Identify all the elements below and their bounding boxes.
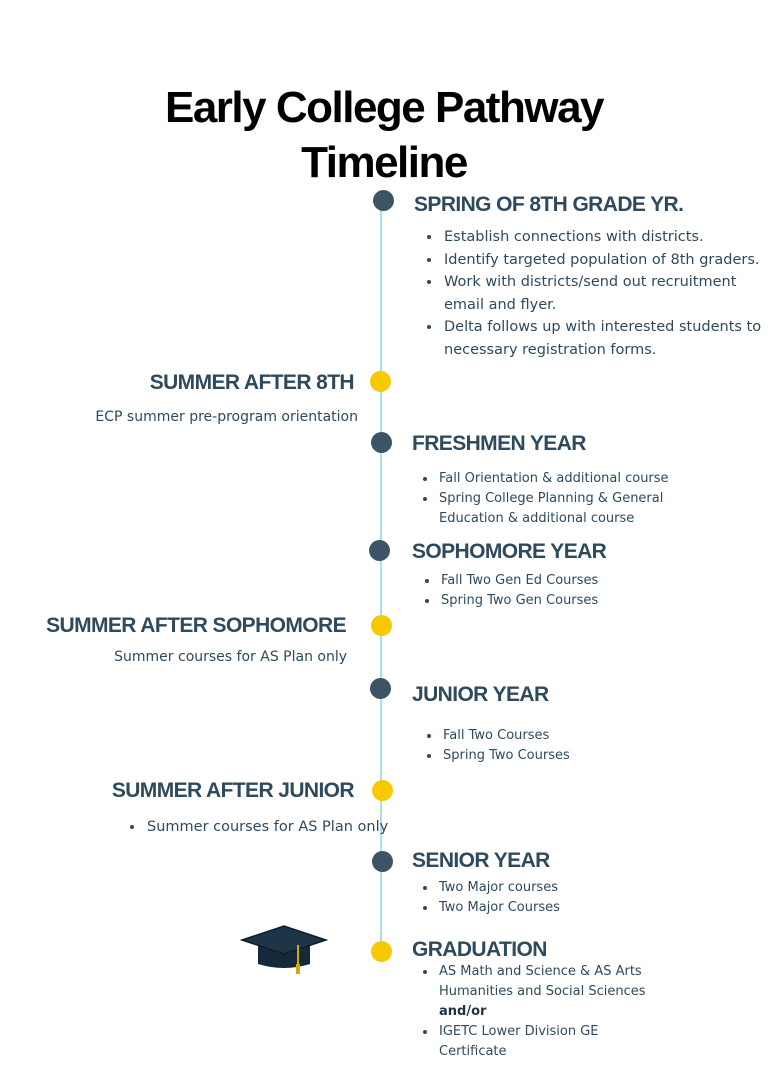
- list-spring8: [424, 226, 762, 361]
- and-or-label: [437, 1002, 647, 1022]
- list-item: • IGETC Lower Division GE Certificate: [437, 1022, 647, 1062]
- heading-summer8: SUMMER AFTER 8TH: [149, 371, 354, 394]
- list-item: • Spring Two Gen Courses: [439, 591, 719, 611]
- heading-sophomore: SOPHOMORE YEAR: [412, 540, 607, 563]
- list-freshmen: [419, 469, 727, 529]
- list-summer-junior: [127, 816, 395, 839]
- heading-summer-junior: SUMMER AFTER JUNIOR: [111, 779, 354, 802]
- timeline-dot-graduation: [371, 941, 392, 962]
- heading-summer-soph: SUMMER AFTER SOPHOMORE: [46, 614, 346, 637]
- list-junior: [423, 726, 721, 766]
- list-item: • Work with districts/send out recruitment email and flyer.: [442, 271, 762, 316]
- list-item: • Fall Orientation & additional course: [437, 469, 727, 489]
- list-item: • Spring Two Courses: [441, 746, 721, 766]
- heading-senior: SENIOR YEAR: [412, 849, 550, 872]
- list-senior: [419, 878, 717, 918]
- heading-spring8: SPRING OF 8TH GRADE YR.: [414, 193, 684, 216]
- graduation-cap-icon: [240, 924, 328, 980]
- text-summer-soph: Summer courses for AS Plan only: [114, 649, 347, 665]
- text-summer8: ECP summer pre-program orientation: [95, 409, 358, 425]
- timeline-dot-senior: [372, 851, 393, 872]
- heading-junior: JUNIOR YEAR: [412, 683, 549, 706]
- timeline-dot-summer-junior: [372, 780, 393, 801]
- page-title: Early College Pathway: [164, 83, 604, 132]
- list-item: • Identify targeted population of 8th graders.: [442, 249, 762, 272]
- list-item: • Fall Two Gen Ed Courses: [439, 571, 719, 591]
- list-item: • Two Major courses: [437, 878, 717, 898]
- list-item: • Two Major Courses: [437, 898, 717, 918]
- list-item: • Summer courses for AS Plan only: [145, 816, 395, 839]
- heading-freshmen: FRESHMEN YEAR: [412, 432, 586, 455]
- list-item: • Fall Two Courses: [441, 726, 721, 746]
- timeline-line: [380, 200, 382, 960]
- timeline-dot-freshmen: [371, 432, 392, 453]
- and-or-text: and/or: [439, 1004, 487, 1019]
- timeline-dot-spring8: [373, 190, 394, 211]
- list-graduation: [419, 962, 647, 1062]
- list-sophomore: [421, 571, 719, 611]
- list-item: • Establish connections with districts.: [442, 226, 762, 249]
- list-item: • Delta follows up with interested students to necessary registration forms.: [442, 316, 762, 361]
- timeline-dot-summer8: [370, 371, 391, 392]
- heading-graduation: GRADUATION: [412, 938, 547, 961]
- list-item: • Spring College Planning & General Education & additional course: [437, 489, 727, 529]
- timeline-dot-sophomore: [369, 540, 390, 561]
- timeline-dot-junior: [370, 678, 391, 699]
- list-item: • AS Math and Science & AS Arts Humanities and Social Sciences: [437, 962, 647, 1002]
- timeline-dot-summer-soph: [371, 615, 392, 636]
- page-title-line2: Timeline: [301, 138, 467, 187]
